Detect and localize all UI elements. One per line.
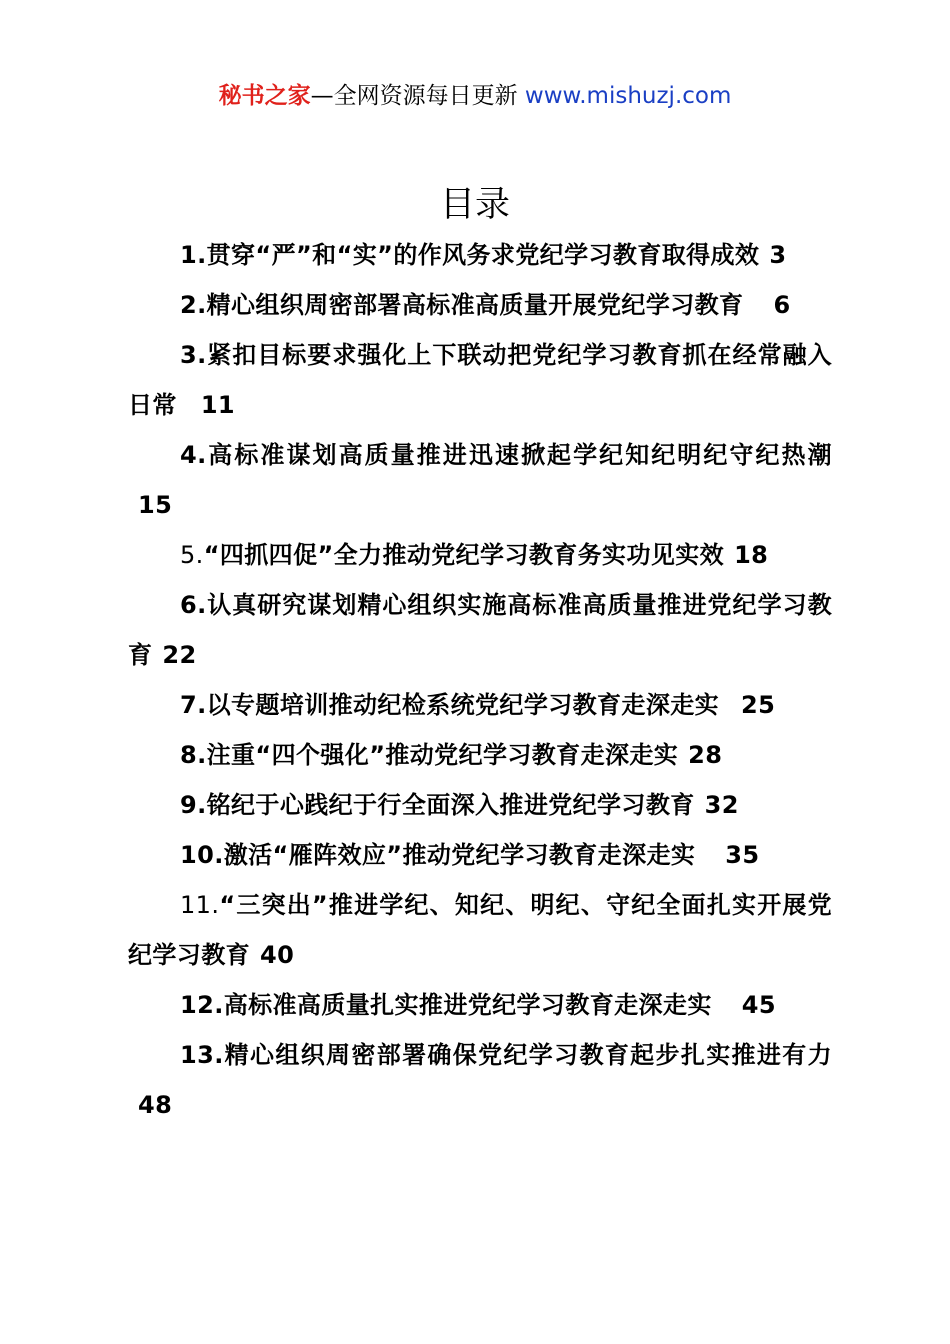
toc-entry-number: 1. (180, 241, 207, 269)
toc-entry-number: 10. (180, 841, 224, 869)
toc-entry-11[interactable] (128, 880, 832, 980)
toc-entry-page: 22 (162, 641, 197, 669)
toc-entry-number: 6. (180, 591, 207, 619)
toc-entry-text: 高标准谋划高质量推进迅速掀起学纪知纪明纪守纪热潮 (206, 441, 832, 469)
toc-entry-page: 25 (741, 691, 776, 719)
toc-entry-number: 13. (180, 1041, 224, 1069)
site-url-link[interactable]: www.mishuzj.com (524, 83, 732, 109)
toc-entry-12[interactable] (128, 980, 832, 1030)
toc-entry-page: 28 (688, 741, 723, 769)
toc-entry-text: 精心组织周密部署确保党纪学习教育起步扎实推进有力 (223, 1041, 832, 1069)
toc-entry-number: 11. (180, 891, 220, 919)
toc-entry-page: 45 (741, 991, 776, 1019)
toc-entry-number: 7. (180, 691, 207, 719)
toc-entry-text: 注重“四个强化”推动党纪学习教育走深走实 (206, 741, 679, 769)
toc-entry-number: 4. (180, 441, 207, 469)
toc-entry-text: “三突出”推进学纪、知纪、明纪、守纪全面扎实开展党纪学习教育 (128, 891, 832, 969)
toc-entry-text: 贯穿“严”和“实”的作风务求党纪学习教育取得成效 (206, 241, 760, 269)
brand-name: 秘书之家 (218, 83, 311, 109)
toc-entry-6[interactable] (128, 580, 832, 680)
table-of-contents (128, 230, 832, 1130)
toc-entry-number: 12. (180, 991, 224, 1019)
toc-entry-page: 11 (200, 391, 236, 419)
toc-entry-text: 铭纪于心践纪于行全面深入推进党纪学习教育 (206, 791, 695, 819)
toc-entry-number: 5. (180, 541, 204, 569)
toc-entry-number: 3. (180, 341, 207, 369)
page-title: 目录 (439, 185, 510, 225)
toc-entry-text: 认真研究谋划精心组织实施高标准高质量推进党纪学习教育 (128, 591, 832, 669)
toc-entry-4[interactable] (128, 430, 832, 530)
toc-entry-text: 激活“雁阵效应”推动党纪学习教育走深走实 (223, 841, 696, 869)
toc-entry-7[interactable] (128, 680, 832, 730)
toc-entry-13[interactable] (128, 1030, 832, 1130)
toc-entry-text: 高标准高质量扎实推进党纪学习教育走深走实 (223, 991, 712, 1019)
toc-entry-2[interactable] (128, 280, 832, 330)
toc-entry-text: “四抓四促”全力推动党纪学习教育务实功见实效 (203, 541, 725, 569)
toc-entry-page: 6 (773, 291, 791, 319)
toc-entry-page: 32 (704, 791, 739, 819)
toc-entry-page: 3 (769, 241, 787, 269)
toc-entry-number: 9. (180, 791, 207, 819)
toc-entry-10[interactable] (128, 830, 832, 880)
toc-entry-number: 2. (180, 291, 207, 319)
toc-entry-5[interactable] (128, 530, 832, 580)
toc-entry-page: 35 (725, 841, 760, 869)
toc-entry-3[interactable] (128, 330, 832, 430)
toc-entry-9[interactable] (128, 780, 832, 830)
toc-entry-text: 精心组织周密部署高标准高质量开展党纪学习教育 (206, 291, 744, 319)
header-separator: — (310, 83, 334, 109)
toc-entry-page: 18 (734, 541, 769, 569)
toc-entry-number: 8. (180, 741, 207, 769)
toc-entry-text: 以专题培训推动纪检系统党纪学习教育走深走实 (206, 691, 720, 719)
toc-entry-page: 48 (138, 1091, 173, 1119)
header-slogan: 全网资源每日更新 (333, 83, 518, 109)
toc-entry-page: 40 (260, 941, 295, 969)
toc-entry-page: 15 (138, 491, 173, 519)
toc-entry-1[interactable] (128, 230, 832, 280)
site-header (0, 80, 950, 112)
toc-entry-8[interactable] (128, 730, 832, 780)
toc-entry-text: 紧扣目标要求强化上下联动把党纪学习教育抓在经常融入日常 (128, 341, 832, 419)
